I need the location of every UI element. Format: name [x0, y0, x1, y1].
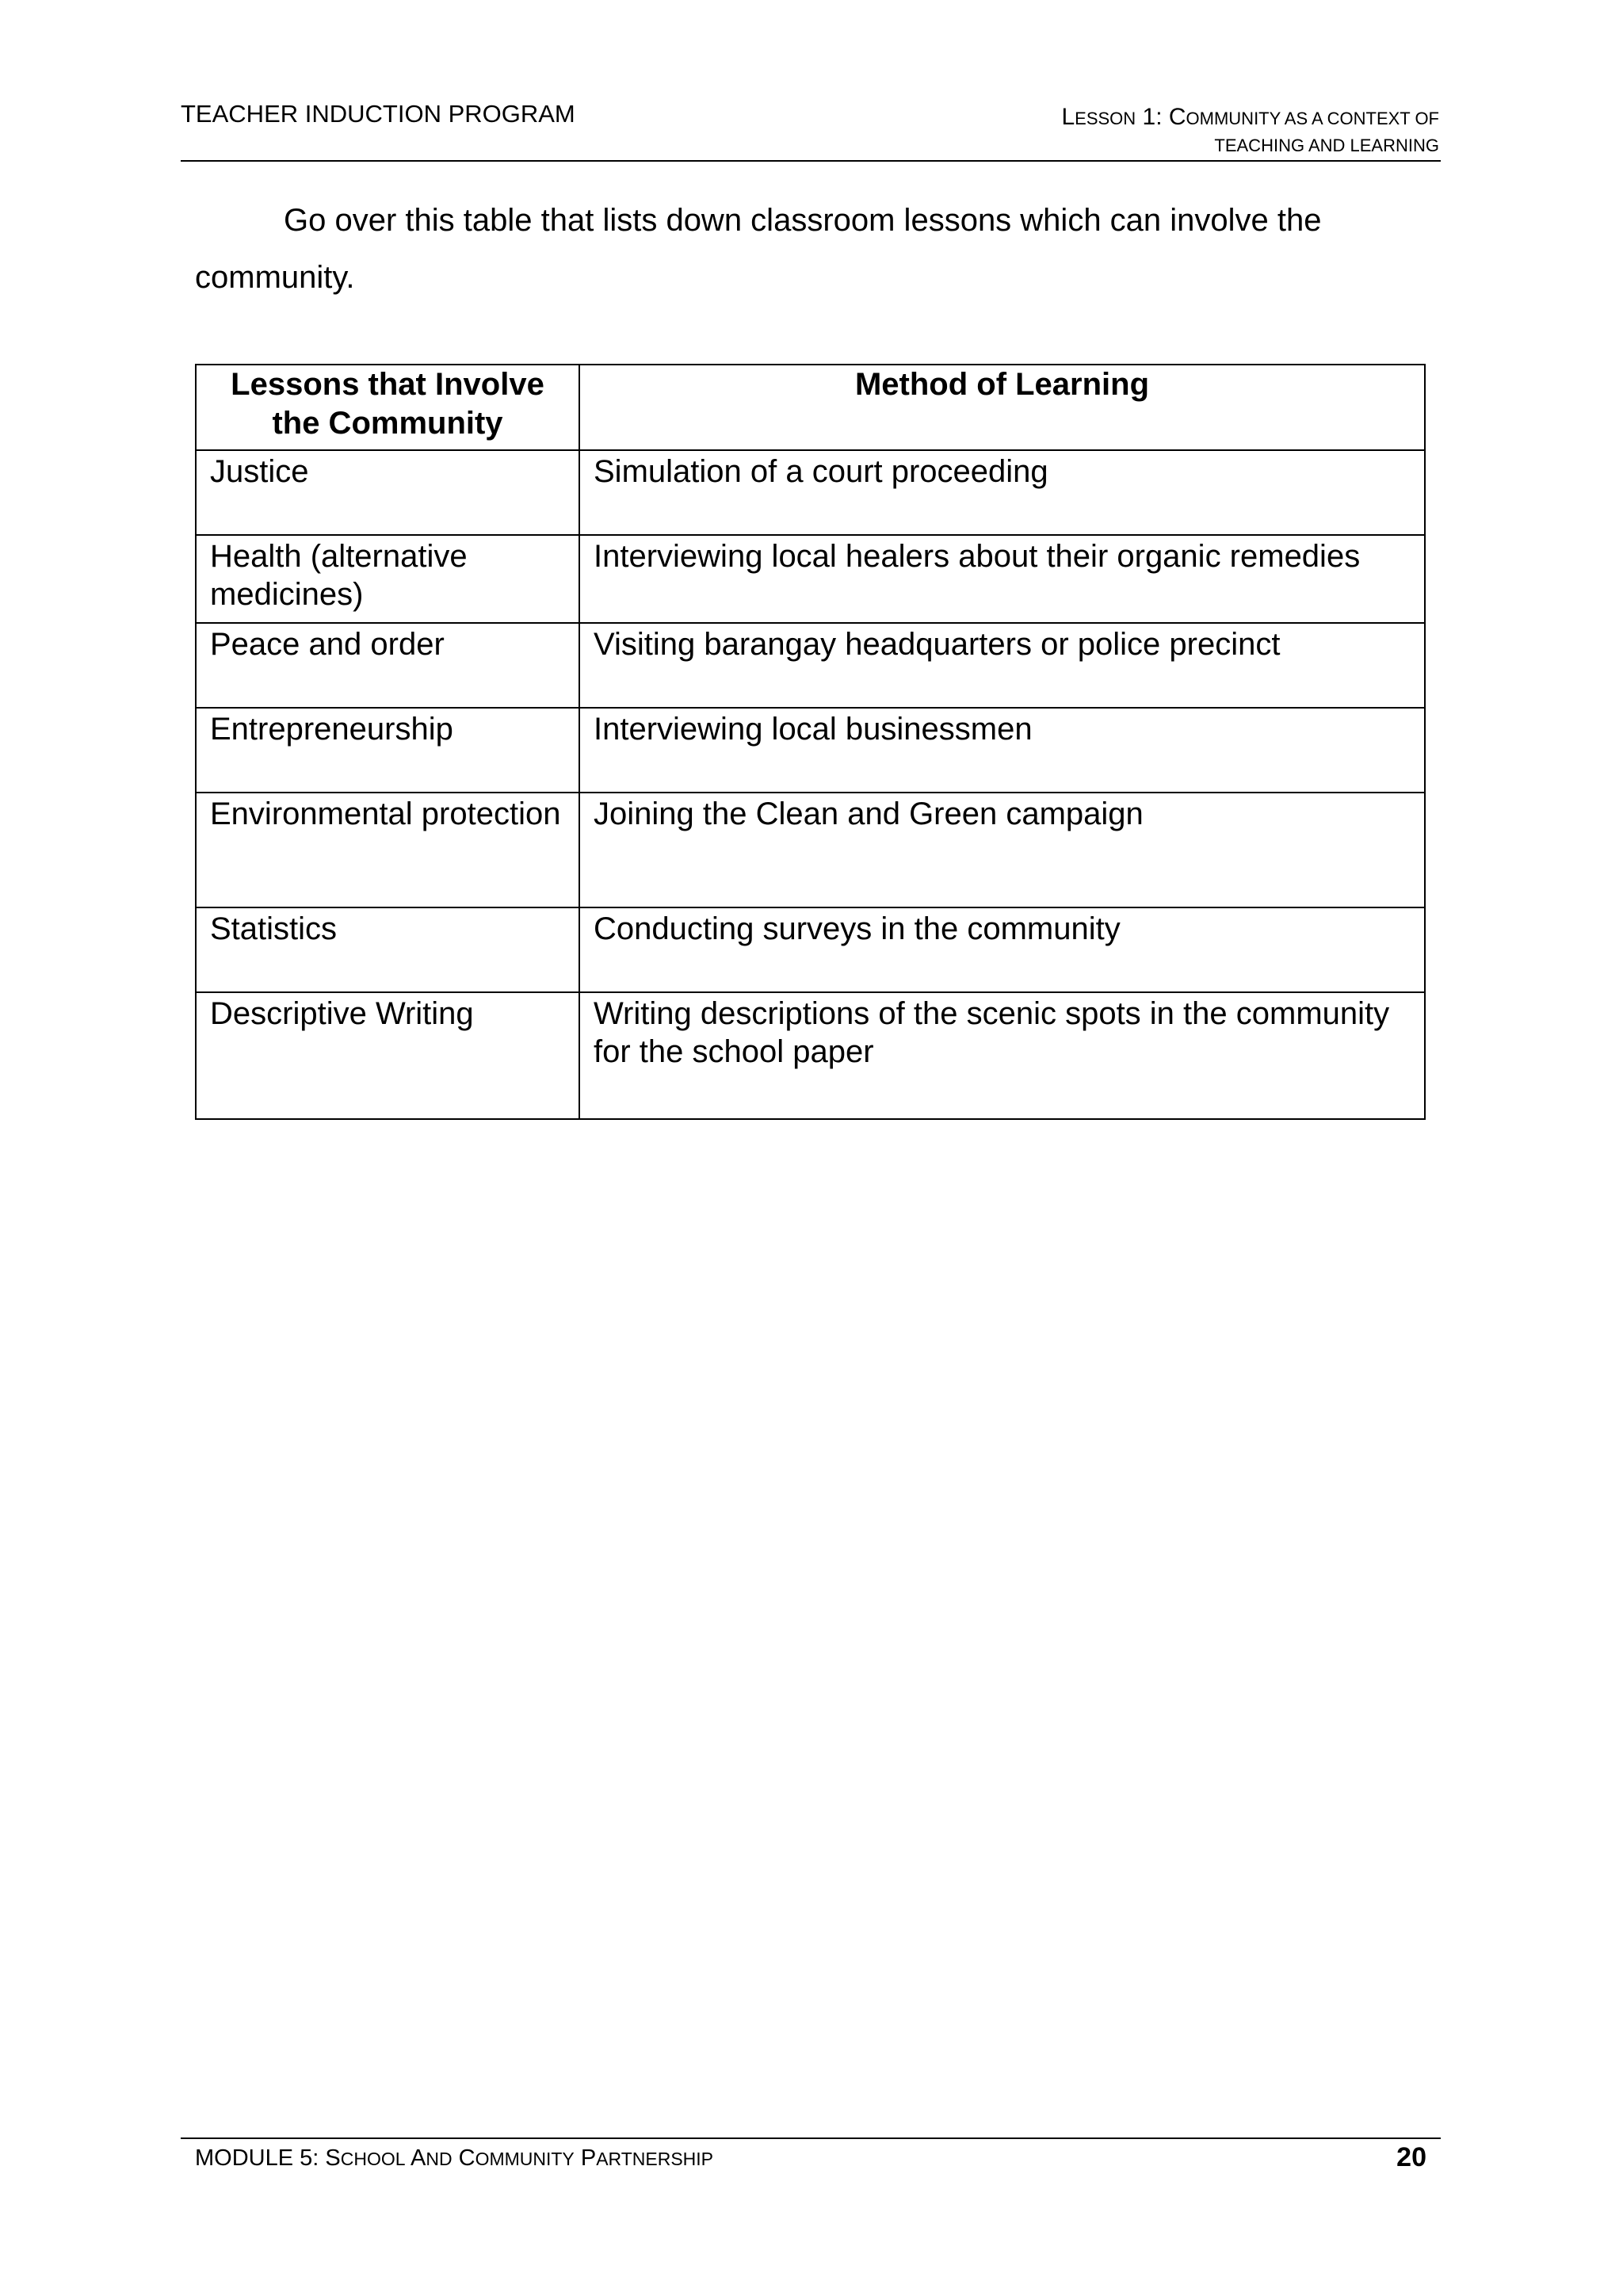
table-header-row — [196, 365, 1425, 450]
lesson-cell: Peace and order — [196, 623, 579, 708]
page-footer — [181, 2137, 1441, 2187]
table-row — [196, 450, 1425, 535]
table-row — [196, 535, 1425, 623]
column-header-method: Method of Learning — [579, 365, 1425, 450]
lesson-cell: Entrepreneurship — [196, 708, 579, 793]
method-cell: Simulation of a court proceeding — [579, 450, 1425, 535]
header-lesson-title — [1061, 101, 1439, 157]
method-cell: Interviewing local businessmen — [579, 708, 1425, 793]
footer-module-title: MODULE 5: SCHOOL AND COMMUNITY PARTNERSHIP — [195, 2145, 714, 2171]
header-lesson-line-1: LESSON 1: COMMUNITY AS A CONTEXT OF — [1061, 104, 1439, 130]
intro-paragraph: Go over this table that lists down classroom lessons which can involve the community. — [195, 203, 1322, 295]
lesson-cell: Descriptive Writing — [196, 992, 579, 1119]
header-lesson-line-2: TEACHING AND LEARNING — [1214, 135, 1439, 155]
table-row — [196, 992, 1425, 1119]
lesson-cell: Justice — [196, 450, 579, 535]
table-row — [196, 793, 1425, 907]
lessons-table — [195, 364, 1426, 1120]
column-header-lessons: Lessons that Involve the Community — [196, 365, 579, 450]
method-cell: Conducting surveys in the community — [579, 907, 1425, 992]
header-program-title: TEACHER INDUCTION PROGRAM — [181, 100, 575, 128]
page-header — [181, 95, 1441, 162]
lesson-cell: Statistics — [196, 907, 579, 992]
method-cell: Interviewing local healers about their organic remedies — [579, 535, 1425, 623]
table-row — [196, 907, 1425, 992]
method-cell: Joining the Clean and Green campaign — [579, 793, 1425, 907]
method-cell: Writing descriptions of the scenic spots in the community for the school paper — [579, 992, 1425, 1119]
table-row — [196, 708, 1425, 793]
page-number: 20 — [1396, 2142, 1426, 2172]
table-row — [196, 623, 1425, 708]
lesson-cell: Environmental protection — [196, 793, 579, 907]
method-cell: Visiting barangay headquarters or police precinct — [579, 623, 1425, 708]
lesson-cell: Health (alternative medicines) — [196, 535, 579, 623]
